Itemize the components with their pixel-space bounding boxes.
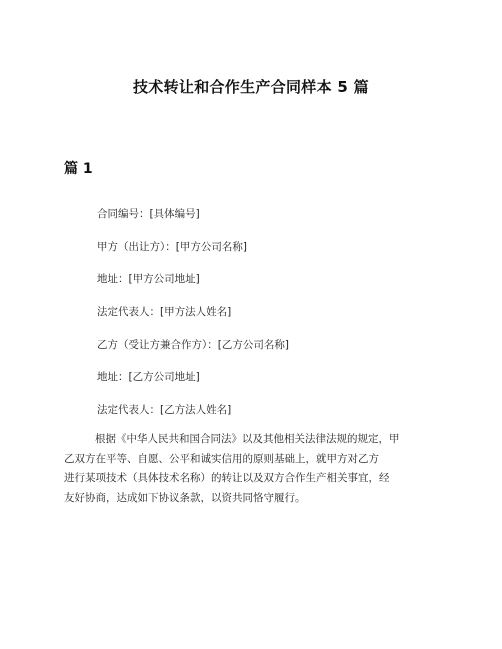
party-a-field: 甲方（出让方）：[甲方公司名称] — [97, 240, 247, 253]
party-b-representative-field: 法定代表人：[乙方法人姓名] — [97, 404, 232, 417]
paragraph-line: 友好协商，达成如下协议条款，以资共同恪守履行。 — [64, 491, 306, 504]
document-title: 技术转让和合作生产合同样本 5 篇 — [133, 78, 369, 96]
contract-number-field: 合同编号：[具体编号] — [97, 208, 200, 220]
contract-fields — [97, 207, 457, 436]
preamble-paragraph — [64, 430, 440, 508]
paragraph-line: 进行某项技术（具体技术名称）的转让以及双方合作生产相关事宜，经 — [64, 472, 390, 484]
party-b-field: 乙方（受让方兼合作方）：[乙方公司名称] — [97, 338, 289, 351]
paragraph-line: 乙双方在平等、自愿、公平和诚实信用的原则基础上，就甲方对乙方 — [64, 452, 379, 465]
party-a-address-field: 地址：[甲方公司地址] — [97, 273, 200, 286]
party-a-representative-field: 法定代表人：[甲方法人姓名] — [97, 306, 232, 319]
paragraph-line: 根据《中华人民共和国合同法》以及其他相关法律法规的规定，甲 — [95, 433, 400, 445]
section-heading: 篇 1 — [64, 161, 93, 177]
party-b-address-field: 地址：[乙方公司地址] — [97, 371, 200, 384]
